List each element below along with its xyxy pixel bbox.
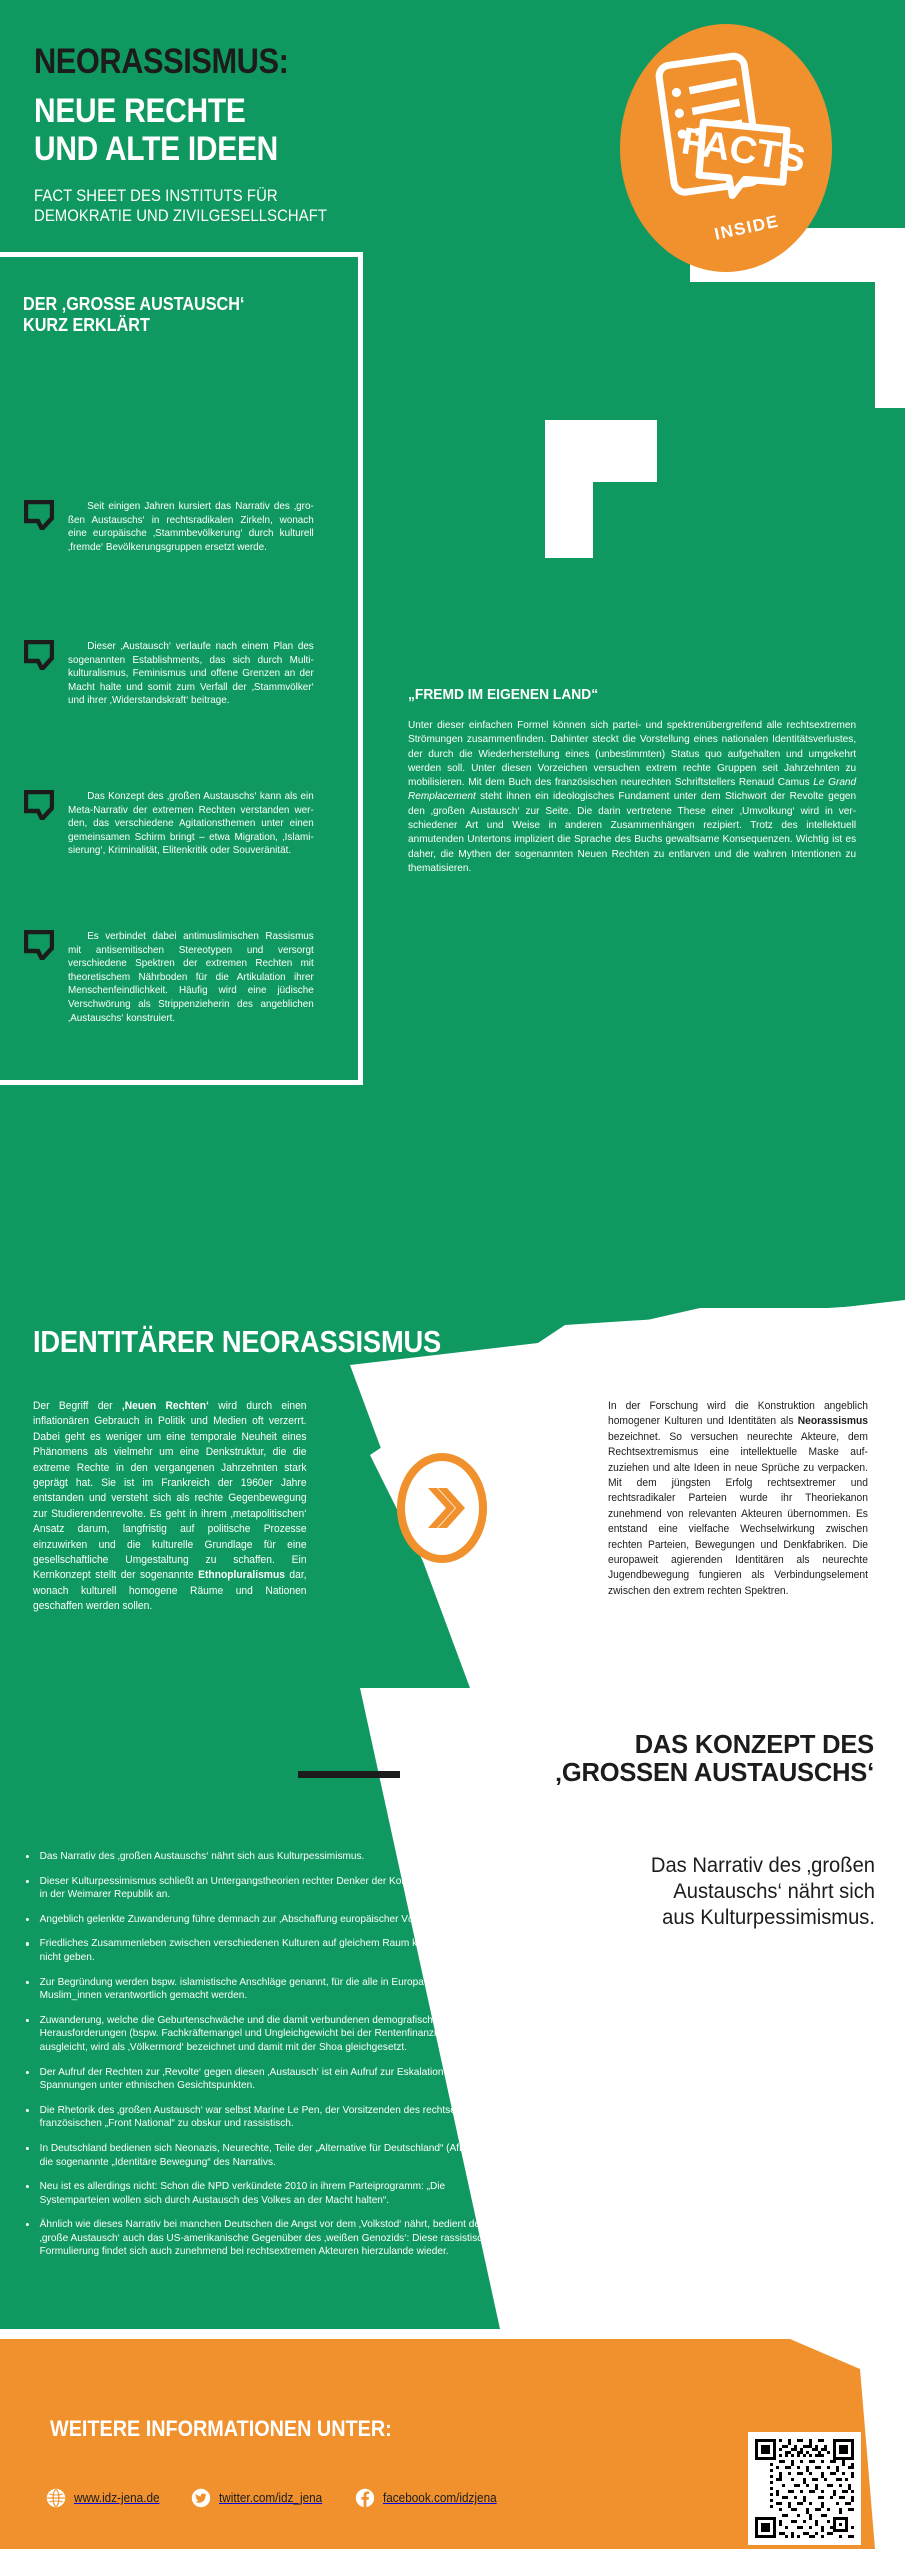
footer-link-label: facebook.com/idzjena	[382, 2491, 497, 2505]
list-item: Ähnlich wie dieses Narrativ bei manchen Deutschen die Angst vor dem ‚Volkstod‘ nährt, bedient der ‚große Austausch‘ auch das US-amerikanische Gegenüber des ‚weißen Genozids‘: Diese rassistische Formulierung findet sich auch zunehmend bei rechtsextremen Akteuren hierzulande wieder.	[22, 2218, 508, 2259]
konzept-pullquote-line3: aus Kulturpessimismus.	[662, 1906, 875, 1929]
konzept-title-line2: ‚GROSSEN AUSTAUSCHS‘	[554, 1759, 874, 1787]
quote-text: Es verbindet dabei antimuslimischen Rassismus mit antisemitischen Stereotypen und versorgt verschiedene Spektren der extremen Rechten mit theoretischem Nährboden für die Artikulation ihrer Menschenfeindlichkeit. Häufig wird eine jüdische Verschwörung als Strippenzieherin des angeblichen ‚Austauschs‘ konstruiert.	[68, 931, 314, 1024]
list-item: Der Aufruf der Rechten zur ‚Revolte‘ gegen diesen ‚Austausch‘ ist ein Aufruf zur Eskalation sozialer Spannungen unter ethnischen Gesichtspunkten.	[22, 2066, 508, 2093]
list-item: In Deutschland bedienen sich Neonazis, Neurechte, Teile der „Alternative für Deutschland“ (AfD) sowie die sogenannte „Identitäre Bewegung“ des Narrativs.	[22, 2142, 508, 2169]
fremd-body-part1: Unter dieser einfachen Formel können sich partei- und spektrenübergreifend alle rechtsextremen Strömungen zusammenfinden. Dahinter steckt die Vorstellung eines nationalen Identitätsverlustes, der durch die Wiederherstellung eines (unbestimmten) Status quo aufgehalten und umgekehrt werden soll. Unter diesen Vorzeichen versuchen extrem rechte Gruppen seit Jahrzehnten zu mobilisieren. Mit dem Buch des französischen neurechten Schriftstellers Renaud Camus	[408, 720, 857, 789]
quote-mark-icon	[24, 790, 54, 820]
quote-mark-icon	[24, 500, 54, 530]
konzept-title-line1: DAS KONZEPT DES	[634, 1731, 874, 1759]
footer-link-website[interactable]	[46, 2488, 165, 2508]
quote-block	[24, 790, 324, 858]
quote-text: Seit einigen Jahren kursiert das Narrativ des ‚großen Austauschs‘ in rechtsradikalen Zirkeln, wonach eine europäische ‚Stammbevölkerung‘ durch kulturell ‚fremde‘ Bevölkerungsgruppen ersetzt werde.	[68, 501, 314, 553]
identitaer-left-text	[33, 1399, 307, 1615]
page-title-line2a: NEUE RECHTE	[34, 92, 246, 130]
facebook-icon	[355, 2488, 375, 2508]
footer-link-twitter[interactable]	[191, 2488, 329, 2508]
quote-block	[24, 930, 324, 1025]
identitaer-title: IDENTITÄRER NEORASSISMUS	[33, 1324, 442, 1359]
fremd-heading: „FREMD IM EIGENEN LAND“	[408, 686, 599, 703]
footer-link-label: www.idz-jena.de	[74, 2491, 160, 2505]
austausch-card-title-line1: DER ‚GROSSE AUSTAUSCH‘	[23, 294, 245, 314]
facts-document-icon	[620, 24, 832, 272]
page-subtitle-line1: FACT SHEET DES INSTITUTS FÜR	[34, 187, 278, 205]
ident-left-p3: dar, wonach kulturell homogene Räume und Nationen geschaffen werden sollen.	[33, 1569, 307, 1613]
page-subtitle-line2: DEMOKRATIE UND ZIVILGESELLSCHAFT	[34, 207, 328, 225]
qr-code-image	[751, 2435, 858, 2542]
page-title-line2	[34, 92, 278, 168]
konzept-title	[412, 1731, 874, 1787]
twitter-icon	[191, 2488, 211, 2508]
fremd-book-title: Le Grand Remplacement	[408, 777, 857, 803]
list-item: Neu ist es allerdings nicht: Schon die NPD verkündete 2010 in ihrem Parteiprogramm: „Die Systemparteien wollen sich durch Austausch des Volkes an der Macht halten“.	[22, 2180, 508, 2207]
header-white-notch-vertical	[875, 228, 905, 408]
list-item: Angeblich gelenkte Zuwanderung führe demnach zur ‚Abschaffung europäischer Völker‘.	[22, 1913, 508, 1927]
konzept-bullet-list	[22, 1850, 518, 2270]
footer-links	[46, 2488, 504, 2508]
konzept-pullquote	[534, 1853, 875, 1931]
konzept-pullquote-line1: Das Narrativ des ‚großen	[650, 1854, 875, 1877]
page-subtitle	[34, 186, 327, 226]
identitaer-right-text	[608, 1399, 868, 1599]
list-item: Das Narrativ des ‚großen Austauschs‘ nährt sich aus Kulturpessimismus.	[22, 1850, 508, 1864]
facts-badge-main-label: FACTS	[678, 120, 809, 182]
konzept-pullquote-line2: Austauschs‘ nährt sich	[673, 1880, 875, 1903]
austausch-card-title-line2: KURZ ERKLÄRT	[23, 315, 150, 335]
quote-text: Das Konzept des ‚großen Austauschs‘ kann als ein Meta-Narrativ der extremen Rechten verstanden werden, das verschiedene Agitationsthemen unter einen gemeinsamen Schirm bringt – etwa Migration, ‚Islamisierung‘, Kriminalität, Elitenkritik oder Souveränität.	[68, 791, 314, 857]
facts-badge-sub-label: INSIDE	[712, 211, 781, 244]
ident-left-b2: Ethnopluralismus	[198, 1569, 285, 1582]
quote-block	[24, 500, 324, 554]
austausch-card-title	[23, 294, 244, 336]
list-item: Dieser Kulturpessimismus schließt an Untergangstheorien rechter Denker der Konservativen Revolution in der Weimarer Republik an.	[22, 1875, 508, 1902]
footer-title: WEITERE INFORMATIONEN UNTER:	[50, 2416, 392, 2441]
list-item: Zuwanderung, welche die Geburtenschwäche und die damit verbundenen demografischen Herausforderungen (bspw. Fachkräftemangel und Ungleichgewicht bei der Rentenfinanzierung) ausgleicht, wird als ‚Völkermord‘ bezeichnet und damit mit der Shoa gleichgesetzt.	[22, 2014, 508, 2055]
large-quote-mark-icon	[497, 420, 657, 558]
fremd-body-part2: steht ihnen ein ideologisches Fundament unter dem Stichwort der Revolte gegen den ‚großen Austausch‘ zur Seite. Die darin vertretene These einer ‚Umvolkung‘ wird in verschiedener Art und Weise in anderen Zusammenhängen rezipiert. Trotz des intellektuell anmutenden Untertons impliziert die Sprache des Buchs gewaltsame Konsequenzen. Wichtig ist es daher, die Mythen der sogenannten Neuen Rechten zu entlarven und die wahren Intentionen zu thematisieren.	[408, 791, 857, 874]
footer-link-facebook[interactable]	[355, 2488, 504, 2508]
ident-left-p1: Der Begriff der	[33, 1400, 122, 1412]
ident-left-p2: wird durch einen inflationären Gebrauch in Politik und Medien oft verzerrt. Dabei geht es weniger um eine temporale Neuheit eines Phänomens als vielmehr um eine Denkstruktur, die die extreme Rechte in den vergangenen Jahrzehnten stark geprägt hat. Sie ist im Frankreich der 1960er Jahre entstanden und versteht sich als rechte Gegenbewegung zur Studierendenrevolte. Es geht in ihrem ‚metapolitischen‘ Ansatz darum, langfristig auf politische Prozesse einzuwirken und die kulturelle Grundlage für eine gesellschaftliche Umgestaltung zu schaffen. Ein Kernkonzept stellt der sogenannte	[33, 1400, 307, 1582]
globe-icon	[46, 2488, 66, 2508]
page-title-line1: NEORASSISMUS:	[34, 42, 289, 81]
list-item: Friedliches Zusammenleben zwischen verschiedenen Kulturen auf gleichem Raum könne es demnach nicht geben.	[22, 1937, 508, 1964]
double-chevron-right-icon	[396, 1452, 488, 1564]
quote-mark-icon	[24, 930, 54, 960]
ident-right-p2: bezeichnet. So versuchen neurechte Akteure, dem Rechtsextremismus eine intellektuelle Maske aufzuziehen und alte Ideen in neue Sprüche zu verpacken. Mit dem jüngsten Erfolg rechtsextremer und rechtsradikaler Parteien wurde ihr Theoriekanon zunehmend von relevanten Akteuren übernommen. Es entstand eine vielfache Wechselwirkung zwischen rechten Parteien, Bewegungen und Denkfabriken. Die europaweit agierenden Identitären als neurechte Jugendbewegung fungieren als Verbindungselement zwischen den extrem rechten Spektren.	[608, 1430, 868, 1597]
ident-left-b1: ‚Neuen Rechten‘	[121, 1400, 209, 1412]
fremd-column	[408, 686, 870, 876]
list-item: Die Rhetorik des ‚großen Austausch‘ war selbst Marine Le Pen, der Vorsitzenden des rechtsextremen französischen „Front National“ zu obskur und rassistisch.	[22, 2104, 508, 2131]
fremd-body	[408, 719, 856, 876]
qr-code[interactable]	[748, 2432, 861, 2545]
footer-link-label: twitter.com/idz_jena	[219, 2491, 323, 2505]
konzept-title-rule	[298, 1771, 400, 1778]
facts-inside-badge	[620, 24, 832, 272]
quote-text: Dieser ‚Austausch‘ verlaufe nach einem Plan des sogenannten Establishments, das sich durch Multikulturalismus, Feminismus und offene Grenzen an der Macht halte und somit zum Verfall der ‚Stammvölker‘ und ihrer ‚Widerstandskraft‘ beitrage.	[68, 641, 314, 707]
ident-right-p1: In der Forschung wird die Konstruktion angeblich homogener Kulturen und Identitäten als	[608, 1400, 868, 1428]
page-title-line2b: UND ALTE IDEEN	[34, 130, 278, 168]
list-item: Zur Begründung werden bspw. islamistische Anschläge genannt, für die alle in Europa lebenden Muslim_innen verantwortlich gemacht werden.	[22, 1976, 508, 2003]
ident-right-b1: Neorassismus	[797, 1415, 868, 1428]
quote-block	[24, 640, 324, 708]
quote-mark-icon	[24, 640, 54, 670]
